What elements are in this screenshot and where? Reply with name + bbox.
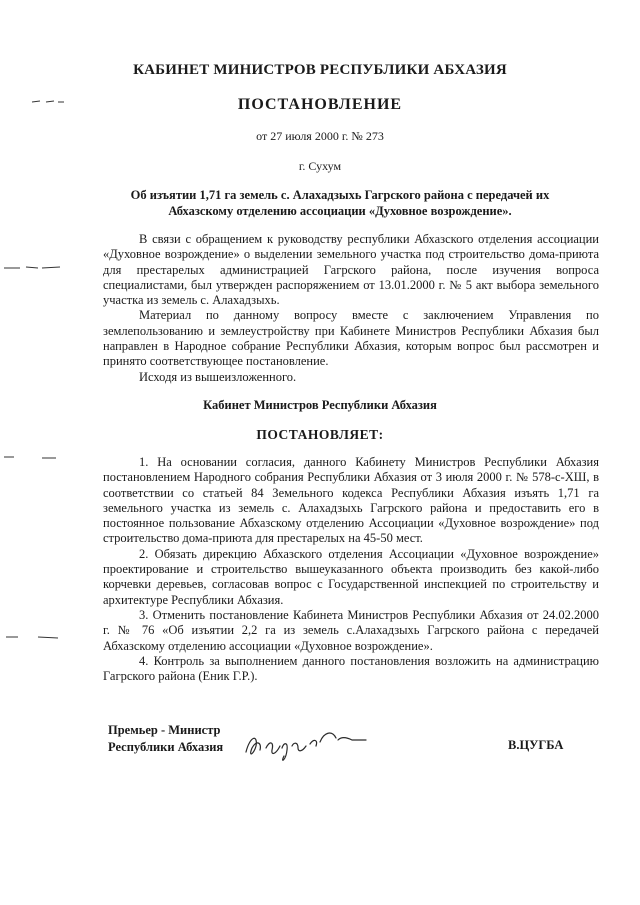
date-number-line: от 27 июля 2000 г. № 273 bbox=[256, 129, 384, 143]
scan-margin-mark bbox=[4, 632, 64, 642]
resolving-body-heading: Кабинет Министров Республики Абхазия bbox=[203, 398, 437, 412]
signatory-position bbox=[108, 722, 223, 756]
operative-item: 3. Отменить постановление Кабинета Министров Республики Абхазия от 24.02.2000 г. № 76 «Об изъятии 2,2 га из земель с.Алахадзыхь Гагрского района с передачей Абхазскому отделению ассоциации «Духовное возрождение». bbox=[103, 607, 599, 653]
operative-item: 1. На основании согласия, данного Кабинету Министров Республики Абхазия постановлением Народного собрания Республики Абхазия от 3 июля 2000 г. № 578-с-ХШ, в соответствии со статьей 84 Земельного кодекса Республики Абхазия изъять 1,71 га земельного участка из земель с. Алахадзыхь Гагрского района и предоставить его в постоянное пользование Абхазскому отделению Ассоциации «Духовное возрождение» под строительство дома-приюта для престарелых на 45-50 мест. bbox=[103, 455, 599, 546]
signatory-position-line: Премьер - Министр bbox=[108, 723, 221, 737]
document-type-heading: ПОСТАНОВЛЕНИЕ bbox=[237, 96, 403, 113]
preamble-paragraph: В связи с обращением к руководству республики Абхазского отделения ассоциации «Духовное возрождение» о выделении земельного участка под строительство дома-приюта для престарелых администрацией Гагрского района, после изучения вопроса специалистами, был утвержден распоряжением от 13.01.2000 г. № 5 акт выбора земельного участка из земель с. Алахадзыхь. bbox=[103, 232, 599, 308]
resolves-heading: ПОСТАНОВЛЯЕТ: bbox=[256, 427, 384, 442]
scan-margin-mark bbox=[28, 96, 68, 106]
decree-title: Об изъятии 1,71 га земель с. Алахадзыхь Гагрского района с передачей их Абхазскому отделению ассоциации «Духовное возрождение». bbox=[130, 188, 550, 218]
preamble-paragraph: Материал по данному вопросу вместе с заключением Управления по землепользованию и землеустройству при Кабинете Министров Республики Абхазия был направлен в Народное собрание Республики Абхазия, которым вопрос был рассмотрен и принято соответствующее постановление. bbox=[103, 308, 599, 369]
preamble-paragraph: Исходя из вышеизложенного. bbox=[139, 369, 297, 384]
preamble-section bbox=[103, 232, 599, 385]
operative-item: 2. Обязать дирекцию Абхазского отделения Ассоциации «Духовное возрождение» проектирование и строительство вышеуказанного объекта производить без какой-либо корчевки деревьев, согласовав вопрос с Государственной инспекцией по строительству и архитектуре Республики Абхазия. bbox=[103, 546, 599, 607]
signatory-position-line: Республики Абхазия bbox=[108, 740, 224, 754]
operative-item: 4. Контроль за выполнением данного постановления возложить на администрацию Гагрского района (Еник Г.Р.). bbox=[103, 653, 599, 684]
issuer-heading: КАБИНЕТ МИНИСТРОВ РЕСПУБЛИКИ АБХАЗИЯ bbox=[133, 62, 507, 78]
scan-margin-mark bbox=[2, 262, 62, 272]
operative-section bbox=[103, 455, 599, 684]
scan-margin-mark bbox=[2, 452, 62, 462]
city-line: г. Сухум bbox=[298, 159, 342, 173]
signatory-name: В.ЦУГБА bbox=[508, 738, 564, 752]
handwritten-signature bbox=[240, 718, 375, 766]
